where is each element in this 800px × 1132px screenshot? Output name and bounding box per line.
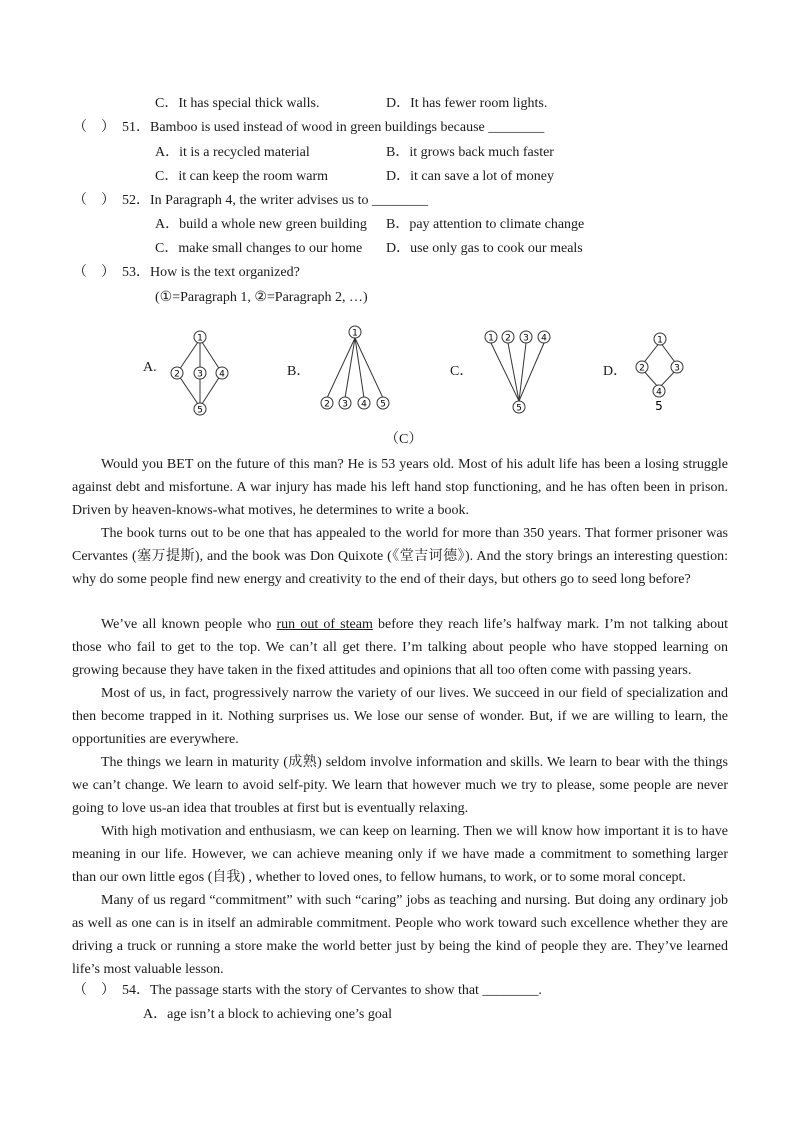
q51-option-d: D．it can save a lot of money bbox=[386, 169, 554, 184]
q51-answer-paren[interactable]: （ ） bbox=[73, 120, 115, 135]
q54-stem: 54．The passage starts with the story of Cervantes to show that ________. bbox=[122, 983, 542, 998]
svg-text:3: 3 bbox=[523, 333, 529, 344]
paragraph-3-lead-text: We’ve all known people who bbox=[101, 617, 277, 632]
q53-diagram-b bbox=[313, 322, 398, 414]
diagram-c-node-3 bbox=[520, 331, 532, 344]
q53-stem: 53．How is the text organized? bbox=[122, 265, 300, 280]
diagram-d-node-1 bbox=[654, 333, 666, 346]
q53-legend-note: (①=Paragraph 1, ②=Paragraph 2, …) bbox=[155, 290, 368, 305]
q54-answer-paren[interactable]: （ ） bbox=[73, 983, 115, 998]
section-c-heading: （C） bbox=[385, 432, 423, 447]
svg-text:1: 1 bbox=[657, 335, 663, 346]
svg-text:5: 5 bbox=[380, 399, 386, 410]
underlined-phrase: run out of steam bbox=[276, 617, 373, 632]
passage-paragraph-4: Most of us, in fact, progressively narrow the variety of our lives. We succeed in our field of specialization and then become trapped in it. Nothing surprises us. We lose our sense of wonder. But, if we are willing to learn, the opportunities are everywhere. bbox=[72, 686, 728, 747]
q52-option-c: C．make small changes to our home bbox=[155, 241, 363, 256]
diagram-b-node-1 bbox=[349, 326, 361, 339]
passage-paragraph-6: With high motivation and enthusiasm, we can keep on learning. Then we will know how important it is to have meaning in our life. However, we can achieve meaning only if we have made a commitment to something larger than our own little egos (自我) , whether to loved ones, to fellow humans, to work, or to some moral concept. bbox=[72, 824, 728, 885]
svg-text:4: 4 bbox=[219, 369, 225, 380]
diagram-b-node-3 bbox=[339, 397, 351, 410]
diagram-b-node-5 bbox=[377, 397, 389, 410]
q53-answer-paren[interactable]: （ ） bbox=[73, 265, 115, 280]
paragraph-3-rest-text: before they reach life’s halfway mark. I’m not talking about those who fail to get to the top. We can’t all get there. I’m talking about people who have stopped learning on growing because they have taken in the fixed attitudes and opinions that all too often come with passing years. bbox=[72, 617, 728, 678]
svg-text:2: 2 bbox=[324, 399, 330, 410]
q52-answer-paren[interactable]: （ ） bbox=[73, 193, 115, 208]
svg-text:3: 3 bbox=[342, 399, 348, 410]
svg-text:4: 4 bbox=[541, 333, 547, 344]
passage-paragraph-2: The book turns out to be one that has appealed to the world for more than 350 years. That former prisoner was Cervantes (塞万提斯), and the book was Don Quixote (《堂吉诃德》). And the story brings an interesting question: why do some people find new energy and creativity to the end of their days, but others go to seed long before? bbox=[72, 526, 728, 587]
q53-option-d-letter: D． bbox=[603, 364, 628, 379]
diagram-c-node-2 bbox=[502, 331, 514, 344]
q53-option-b-letter: B． bbox=[287, 364, 311, 379]
svg-text:2: 2 bbox=[174, 369, 180, 380]
q53-diagram-d bbox=[630, 328, 690, 418]
passage-paragraph-3 bbox=[72, 613, 728, 682]
q53-diagram-c bbox=[480, 326, 560, 418]
diagram-a-node-1 bbox=[194, 331, 206, 344]
q52-option-a: A．build a whole new green building bbox=[155, 217, 367, 232]
q52-option-d: D．use only gas to cook our meals bbox=[386, 241, 583, 256]
diagram-d-node-4 bbox=[653, 385, 665, 398]
svg-text:2: 2 bbox=[505, 333, 511, 344]
q51-option-a: A．it is a recycled material bbox=[155, 145, 310, 160]
q52-stem: 52．In Paragraph 4, the writer advises us to ________ bbox=[122, 193, 428, 208]
q51-option-b: B．it grows back much faster bbox=[386, 145, 554, 160]
svg-text:5: 5 bbox=[197, 405, 203, 416]
q50-option-d: D．It has fewer room lights. bbox=[386, 96, 548, 111]
svg-text:3: 3 bbox=[674, 363, 680, 374]
q53-option-c-letter: C． bbox=[450, 364, 474, 379]
diagram-d-node-2 bbox=[636, 361, 648, 374]
diagram-b-node-2 bbox=[321, 397, 333, 410]
diagram-c-node-1 bbox=[485, 331, 497, 344]
diagram-a-node-3 bbox=[194, 367, 206, 380]
passage-paragraph-1: Would you BET on the future of this man? He is 53 years old. Most of his adult life has been a losing struggle against debt and misfortune. A war injury has made his left hand stop functioning, and he has often been in prison. Driven by heaven-knows-what motives, he determines to write a book. bbox=[72, 457, 728, 518]
svg-text:4: 4 bbox=[361, 399, 367, 410]
diagram-a-node-4 bbox=[216, 367, 228, 380]
svg-text:3: 3 bbox=[197, 369, 203, 380]
q51-stem: 51．Bamboo is used instead of wood in green buildings because ________ bbox=[122, 120, 545, 135]
q50-option-c: C．It has special thick walls. bbox=[155, 96, 320, 111]
svg-text:5: 5 bbox=[516, 403, 522, 414]
q54-option-a: A．age isn’t a block to achieving one’s goal bbox=[143, 1007, 392, 1022]
diagram-d-node-5 bbox=[655, 399, 663, 413]
diagram-c-node-4 bbox=[538, 331, 550, 344]
q51-option-c: C．it can keep the room warm bbox=[155, 169, 329, 184]
diagram-d-node-3 bbox=[671, 361, 683, 374]
passage-paragraph-5: The things we learn in maturity (成熟) seldom involve information and skills. We learn to bear with the things we can’t change. We learn to avoid self-pity. We learn that however much we try to please, some people are never going to love us-an idea that troubles at first but is eventually relaxing. bbox=[72, 755, 728, 816]
svg-text:1: 1 bbox=[197, 333, 203, 344]
diagram-a-node-5 bbox=[194, 403, 206, 416]
svg-text:4: 4 bbox=[656, 387, 662, 398]
svg-text:1: 1 bbox=[488, 333, 494, 344]
svg-text:2: 2 bbox=[639, 363, 645, 374]
diagram-b-node-4 bbox=[358, 397, 370, 410]
svg-text:1: 1 bbox=[352, 328, 358, 339]
diagram-a-node-2 bbox=[171, 367, 183, 380]
svg-text:5: 5 bbox=[655, 399, 663, 413]
q52-option-b: B．pay attention to climate change bbox=[386, 217, 585, 232]
diagram-c-node-5 bbox=[513, 401, 525, 414]
passage-paragraph-7: Many of us regard “commitment” with such “caring” jobs as teaching and nursing. But doing any ordinary job as well as one can is in itself an admirable commitment. People who work toward such excellence whether they are driving a truck or running a store make the world better just by being the kind of people they are. They’ve learned life’s most valuable lesson. bbox=[72, 893, 728, 977]
q53-diagram-a bbox=[165, 325, 240, 417]
q53-option-a-letter: A. bbox=[143, 360, 157, 375]
